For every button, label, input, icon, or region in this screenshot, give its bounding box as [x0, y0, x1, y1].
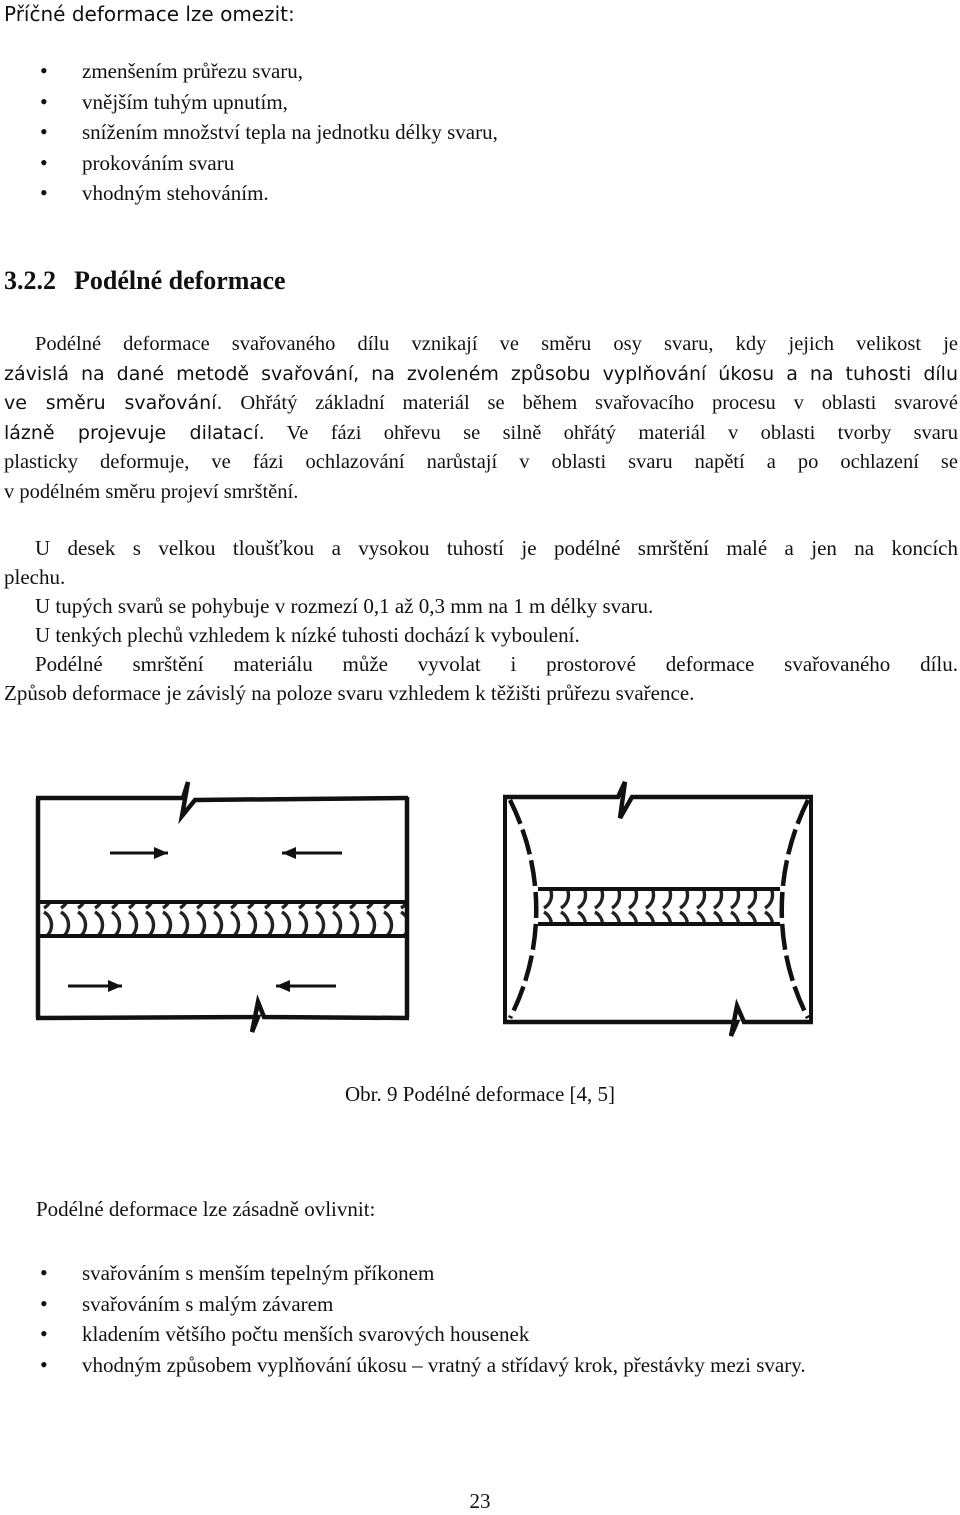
arrow-icon [110, 847, 168, 859]
list-item: • prokováním svaru [4, 148, 904, 179]
figure-caption: Obr. 9 Podélné deformace [4, 5] [345, 1082, 615, 1106]
longitudinal-deformation-figure [0, 760, 960, 1060]
list-item: • snížením množství tepla na jednotku délky svaru, [4, 117, 904, 148]
paragraph-line: závislá na dané metodě svařování, na zvoleném způsobu vyplňování úkosu a na tuhosti dílu [4, 362, 958, 385]
list-item: • kladením většího počtu menších svarových housenek [4, 1319, 960, 1350]
list-item: • svařováním s menším tepelným příkonem [4, 1258, 960, 1289]
transverse-deformation-list [4, 56, 904, 209]
paragraph-line: U tenkých plechů vzhledem k nízké tuhosti dochází k vyboulení. [35, 623, 580, 647]
paragraph-line: U desek s velkou tloušťkou a vysokou tuhostí je podélné smrštění malé a jen na koncích [35, 536, 958, 560]
arrow-icon [282, 847, 342, 859]
paragraph-line: Podélné smrštění materiálu může vyvolat i prostorové deformace svařovaného dílu. [35, 652, 958, 676]
paragraph-line: plasticky deformuje, ve fázi ochlazování narůstají v oblasti svaru napětí a po ochlazení se [4, 451, 958, 473]
section-number: 3.2.2 [4, 266, 56, 295]
list-item: • zmenšením průřezu svaru, [4, 56, 904, 87]
paragraph-line: lázně projevuje dilatací. Ve fázi ohřevu se silně ohřátý materiál v oblasti tvorby svaru [4, 421, 958, 444]
paragraph-line: v podélném směru projeví smrštění. [4, 480, 299, 503]
paragraph-line: Podélné deformace svařovaného dílu vznikají ve směru osy svaru, kdy jejich velikost je [35, 333, 958, 355]
paragraph-line: Způsob deformace je závislý na poloze svaru vzhledem k těžišti průřezu svařence. [4, 681, 695, 705]
list-item: • vhodným způsobem vyplňování úkosu – vratný a střídavý krok, přestávky mezi svary. [4, 1350, 960, 1381]
list-item: • svařováním s malým závarem [4, 1289, 960, 1320]
page-number: 23 [469, 1489, 491, 1513]
paragraph-line: plechu. [4, 565, 66, 589]
section-heading [4, 266, 286, 296]
paragraph-line: U tupých svarů se pohybuje v rozmezí 0,1 až 0,3 mm na 1 m délky svaru. [35, 594, 654, 618]
plate-right-diagram [503, 782, 813, 1036]
paragraph-longitudinal-deformation [4, 330, 958, 507]
arrow-icon [68, 980, 122, 992]
longitudinal-intro: Podélné deformace lze zásadně ovlivnit: [36, 1197, 376, 1221]
list-item: • vnějším tuhým upnutím, [4, 87, 904, 118]
arrow-icon [276, 980, 336, 992]
paragraph-line: ve směru svařování. Ohřátý základní materiál se během svařovacího procesu v oblasti svarové [4, 392, 959, 414]
list-item: • vhodným stehováním. [4, 178, 904, 209]
plate-left-diagram [36, 782, 409, 1032]
longitudinal-deformation-list [4, 1258, 960, 1380]
section-title: Podélné deformace [74, 266, 286, 295]
paragraph-shrinkage [4, 534, 958, 708]
intro-line: Příčné deformace lze omezit: [4, 2, 295, 26]
